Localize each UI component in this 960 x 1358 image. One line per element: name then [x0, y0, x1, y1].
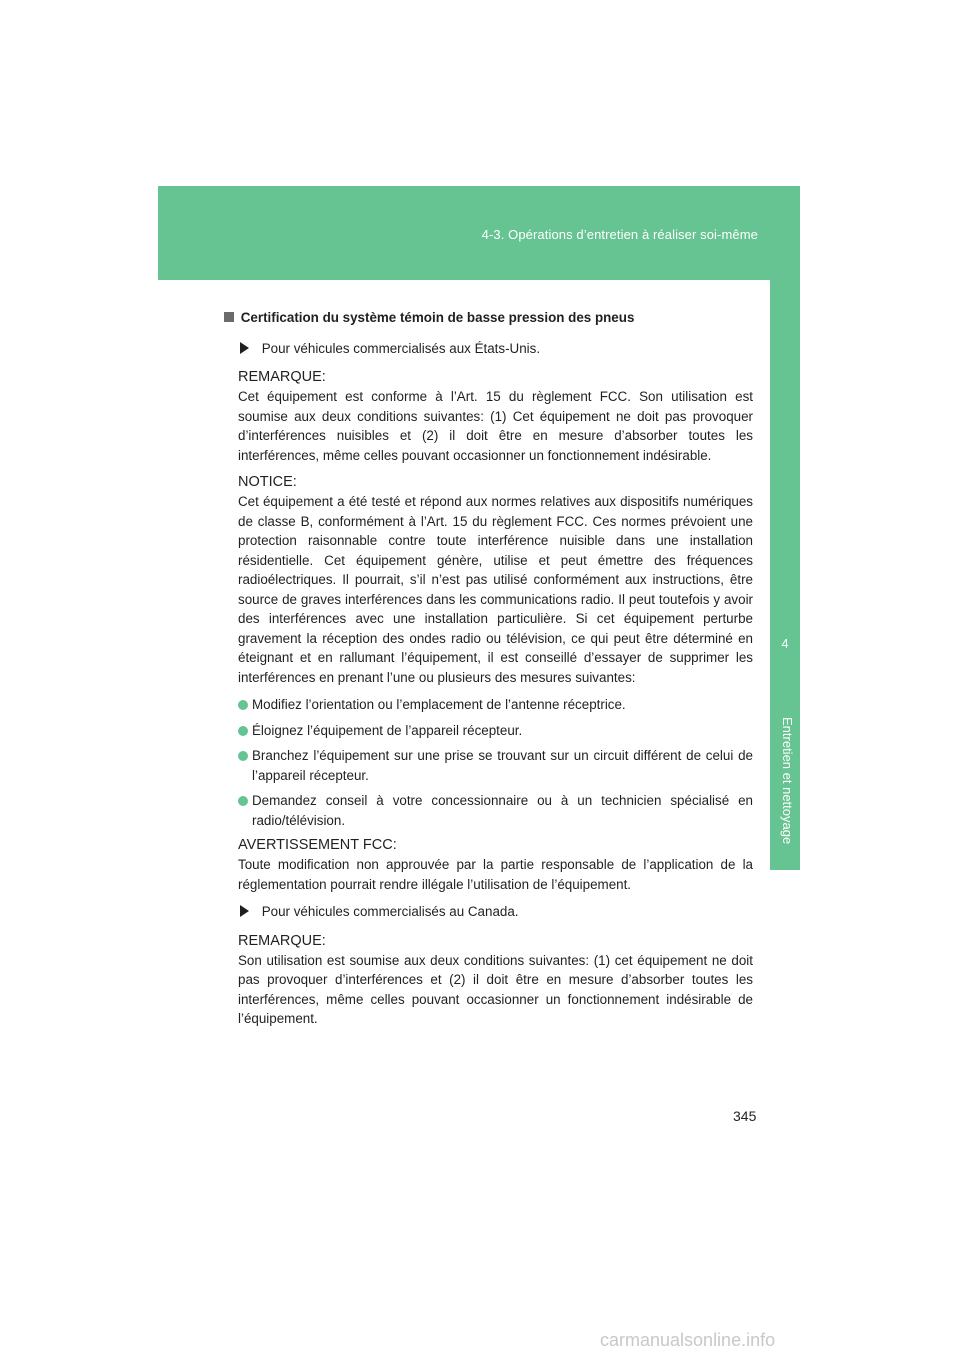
remarque-text-canada: Son utilisation est soumise aux deux conditions suivantes: (1) cet équipement ne doit pas provoquer d’interférences et (2) il doit être en mesure d’absorber toutes les interférences, même celles pouvant occasionner un fonctionnement indésirable de l’équipement.	[238, 952, 753, 1026]
section-heading-text: Certification du système témoin de basse pression des pneus	[240, 310, 635, 325]
bullet-dot-icon	[238, 751, 248, 761]
section-title: 4-3. Opérations d’entretien à réaliser soi-même	[481, 227, 758, 242]
market-usa-text: Pour véhicules commercialisés aux États-Unis.	[261, 340, 541, 356]
remarque-title-usa: REMARQUE:	[238, 369, 326, 385]
chapter-side-tab	[770, 280, 800, 870]
list-item-text: Demandez conseil à votre concessionnaire ou à un technicien spécialisé en radio/télévision.	[252, 793, 753, 828]
chapter-label: Entretien et nettoyage	[780, 717, 795, 845]
page-content	[238, 308, 753, 1037]
warning-text: Toute modification non approuvée par la partie responsable de l’application de la réglementation pourrait rendre illégale l’utilisation de l’équipement.	[238, 857, 753, 892]
page-number: 345	[733, 1108, 757, 1124]
market-canada-text: Pour véhicules commercialisés au Canada.	[261, 904, 519, 919]
chapter-number: 4	[781, 636, 789, 651]
bullet-dot-icon	[238, 700, 248, 710]
remarque-title-canada: REMARQUE:	[238, 932, 326, 949]
remarque-text-usa: Cet équipement est conforme à l’Art. 15 du règlement FCC. Son utilisation est soumise aux deux conditions suivantes: (1) Cet équipement ne doit pas provoquer d’interférences nuisibles et (2) il doit être en mesure d’absorber toutes les interférences, même celles pouvant occasionner un fonctionnement indésirable.	[238, 389, 753, 463]
arrow-right-icon	[240, 905, 249, 917]
watermark: carmanualsonline.info	[600, 1330, 776, 1350]
list-item	[238, 746, 753, 785]
bullet-dot-icon	[238, 726, 248, 736]
section-header-band	[158, 186, 800, 280]
list-item	[238, 695, 753, 715]
notice-title: NOTICE:	[238, 474, 297, 490]
list-item-text: Branchez l’équipement sur une prise se trouvant sur un circuit différent de celui de l’appareil récepteur.	[252, 748, 753, 783]
arrow-right-icon	[240, 342, 249, 354]
section-heading	[224, 308, 739, 328]
warning-title: AVERTISSEMENT FCC:	[238, 837, 397, 853]
list-item-text: Modifiez l’orientation ou l’emplacement de l’antenne réceptrice.	[252, 697, 626, 712]
list-item-text: Éloignez l’équipement de l’appareil récepteur.	[252, 722, 523, 738]
market-canada	[240, 902, 753, 922]
notice-text: Cet équipement a été testé et répond aux normes relatives aux dispositifs numériques de classe B, conformément à l’Art. 15 du règlement FCC. Ces normes prévoient une protection raisonnable contre toute interférence nuisible dans une installation résidentielle. Cet équipement génère, utilise et peut émettre des fréquences radioélectriques. Il pourrait, s’il n’est pas utilisé conformément aux instructions, être source de graves interférences dans les communications radio. Il peut toutefois y avoir des interférences avec une installation particulière. Si cet équipement perturbe gravement la réception des ondes radio ou télévision, ce qui peut être déterminé en éteignant et en rallumant l’équipement, il est conseillé d’essayer de supprimer les interférences en prenant l’une ou plusieurs des mesures suivantes:	[238, 494, 753, 685]
list-item	[238, 791, 753, 830]
market-usa	[240, 339, 753, 359]
bullet-dot-icon	[238, 796, 248, 806]
list-item	[238, 721, 753, 741]
square-bullet-icon	[224, 312, 234, 322]
